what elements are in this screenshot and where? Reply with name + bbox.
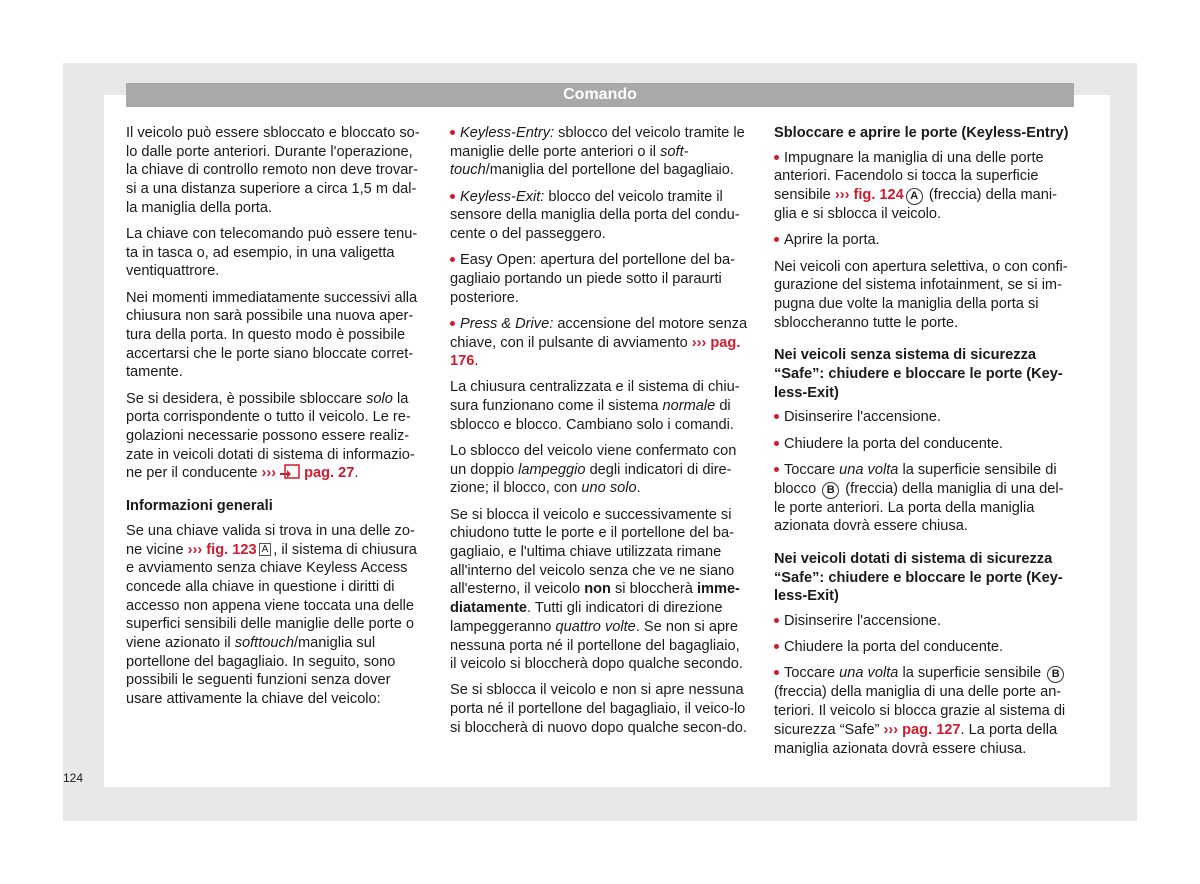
list-item: Aprire la porta. <box>774 231 1074 250</box>
bullet-icon <box>774 237 779 242</box>
list-item: Disinserire l'accensione. <box>774 408 1074 427</box>
bullet-icon <box>774 467 779 472</box>
list-item: Press & Drive: accensione del motore senza chiave, con il pulsante di avviamento ››› pag. 176. <box>450 315 748 370</box>
paragraph: Nei momenti immediatamente successivi alla chiusura non sarà possibile una nuova aper-tura della porta. In questo modo è possibile accertarsi che le porte siano bloccate corret-tamente. <box>126 289 418 381</box>
bullet-icon <box>774 441 779 446</box>
section-heading: Nei veicoli senza sistema di sicurezza “Safe”: chiudere e bloccare le porte (Key-less-Exit) <box>774 347 1063 401</box>
list-item: Keyless-Entry: sblocco del veicolo tramite le maniglie delle porte anteriori o il soft-touch/maniglia del portellone del bagagliaio. <box>450 125 745 179</box>
list-item: Chiudere la porta del conducente. <box>774 435 1074 454</box>
bullet-icon <box>450 194 455 199</box>
bullet-icon <box>450 321 455 326</box>
bullet-icon <box>774 670 779 675</box>
paragraph: Lo sblocco del veicolo viene confermato con un doppio lampeggio degli indicatori di dire-zione; il blocco, con uno solo. <box>450 443 737 497</box>
paragraph: Se si desidera, è possibile sbloccare solo la porta corrispondente o tutto il veicolo. Le re-golazioni necessarie possono essere realiz-zate in veicoli dotati di sistema di informazio-ne per il conducente ››› pag. 27. <box>126 390 415 482</box>
arrow-icon: ››› <box>261 465 277 482</box>
arrow-icon: ››› <box>834 187 854 204</box>
section-heading: Sbloccare e aprire le porte (Keyless-Entry) <box>774 125 1069 141</box>
figure-link[interactable]: fig. 123 <box>206 541 257 558</box>
list-item: Easy Open: apertura del portellone del ba-gagliaio portando un piede sotto il paraurti posteriore. <box>450 252 736 306</box>
callout-badge: A <box>906 188 923 205</box>
bullet-icon <box>774 644 779 649</box>
section-heading: Informazioni generali <box>126 498 273 515</box>
page-link[interactable]: pag. 27 <box>304 465 355 482</box>
figure-link[interactable]: fig. 124 <box>853 187 904 204</box>
paragraph: Il veicolo può essere sbloccato e bloccato so-lo dalle porte anteriori. Durante l'operazione, la chiave di controllo remoto non deve trovar-si a una distanza superiore a circa 1,5 m dal-la maniglia della porta. <box>126 125 420 216</box>
page-link[interactable]: pag. 176 <box>450 334 741 370</box>
list-item: Toccare una volta la superficie sensibile di blocco B (freccia) della maniglia di una del-le porte anteriori. La porta della maniglia azionata dovrà essere chiusa. <box>774 461 1064 535</box>
arrow-icon: ››› <box>691 334 711 351</box>
list-item: Chiudere la porta del conducente. <box>774 638 1074 657</box>
bullet-icon <box>450 257 455 262</box>
section-header: Comando <box>126 83 1074 107</box>
list-item: Keyless-Exit: blocco del veicolo tramite il sensore della maniglia della porta del condu-cente o del passeggero. <box>450 188 740 243</box>
paragraph: La chiusura centralizzata e il sistema di chiu-sura funzionano come il sistema normale di sblocco e blocco. Cambiano solo i comandi. <box>450 379 740 433</box>
column-3 <box>774 124 1074 766</box>
page-number: 124 <box>63 771 84 785</box>
paragraph: Nei veicoli con apertura selettiva, o con confi-gurazione del sistema infotainment, se si im-pugna due volte la maniglia della porta si sbloccheranno tutte le porte. <box>774 258 1068 331</box>
callout-badge: B <box>1047 666 1064 683</box>
paragraph: Se una chiave valida si trova in una delle zo-ne vicine ››› fig. 123 A , il sistema di chiusura e avviamento senza chiave Keyless Access concede alla chiave in questione i diritti di accesso non appena viene toccata una delle superfici sensibili delle maniglie delle porte o viene azionato il softtouch/maniglia sul portellone del bagagliaio. In seguito, sono possibili le seguenti funzioni senza dover usare attivamente la chiave del veicolo: <box>126 522 417 708</box>
paragraph: La chiave con telecomando può essere tenu-ta in tasca o, ad esempio, in una valigetta ventiquattrore. <box>126 226 418 280</box>
bullet-icon <box>774 618 779 623</box>
page-reference-icon <box>279 464 301 479</box>
paragraph: Se si sblocca il veicolo e non si apre nessuna porta né il portellone del bagagliaio, il veico-lo si bloccherà di nuovo dopo qualche secon-do. <box>450 682 747 736</box>
list-item: Disinserire l'accensione. <box>774 612 1074 631</box>
figure-badge: A <box>259 543 272 556</box>
arrow-icon: ››› <box>883 721 903 738</box>
column-1 <box>126 124 426 716</box>
page-link[interactable]: pag. 127 <box>902 721 961 738</box>
bullet-icon <box>774 155 779 160</box>
list-item: Toccare una volta la superficie sensibile B (freccia) della maniglia di una delle porte an-teriori. Il veicolo si blocca grazie al sistema di sicurezza “Safe” ››› pag. 127. La porta della maniglia azionata dovrà essere chiusa. <box>774 665 1066 757</box>
list-item: Impugnare la maniglia di una delle porte anteriori. Facendolo si tocca la superficie sensibile ››› fig. 124 A (freccia) della mani-glia e si sblocca il veicolo. <box>774 149 1057 223</box>
bullet-icon <box>450 130 455 135</box>
callout-badge: B <box>822 482 839 499</box>
column-2 <box>450 124 750 745</box>
bullet-icon <box>774 414 779 419</box>
arrow-icon: ››› <box>187 541 207 558</box>
paragraph: Se si blocca il veicolo e successivamente si chiudono tutte le porte e il portellone del ba-gagliaio, e l'ultima chiave utilizzata rimane all'interno del veicolo senza che ve ne siano all'esterno, il veicolo non si bloccherà imme-diatamente. Tutti gli indicatori di direzione lampeggeranno quattro volte. Se non si apre nessuna porta né il portellone del bagagliaio, il veicolo si bloccherà dopo qualche secondo. <box>450 506 743 673</box>
section-heading: Nei veicoli dotati di sistema di sicurezza “Safe”: chiudere e bloccare le porte (Key-less-Exit) <box>774 550 1063 605</box>
